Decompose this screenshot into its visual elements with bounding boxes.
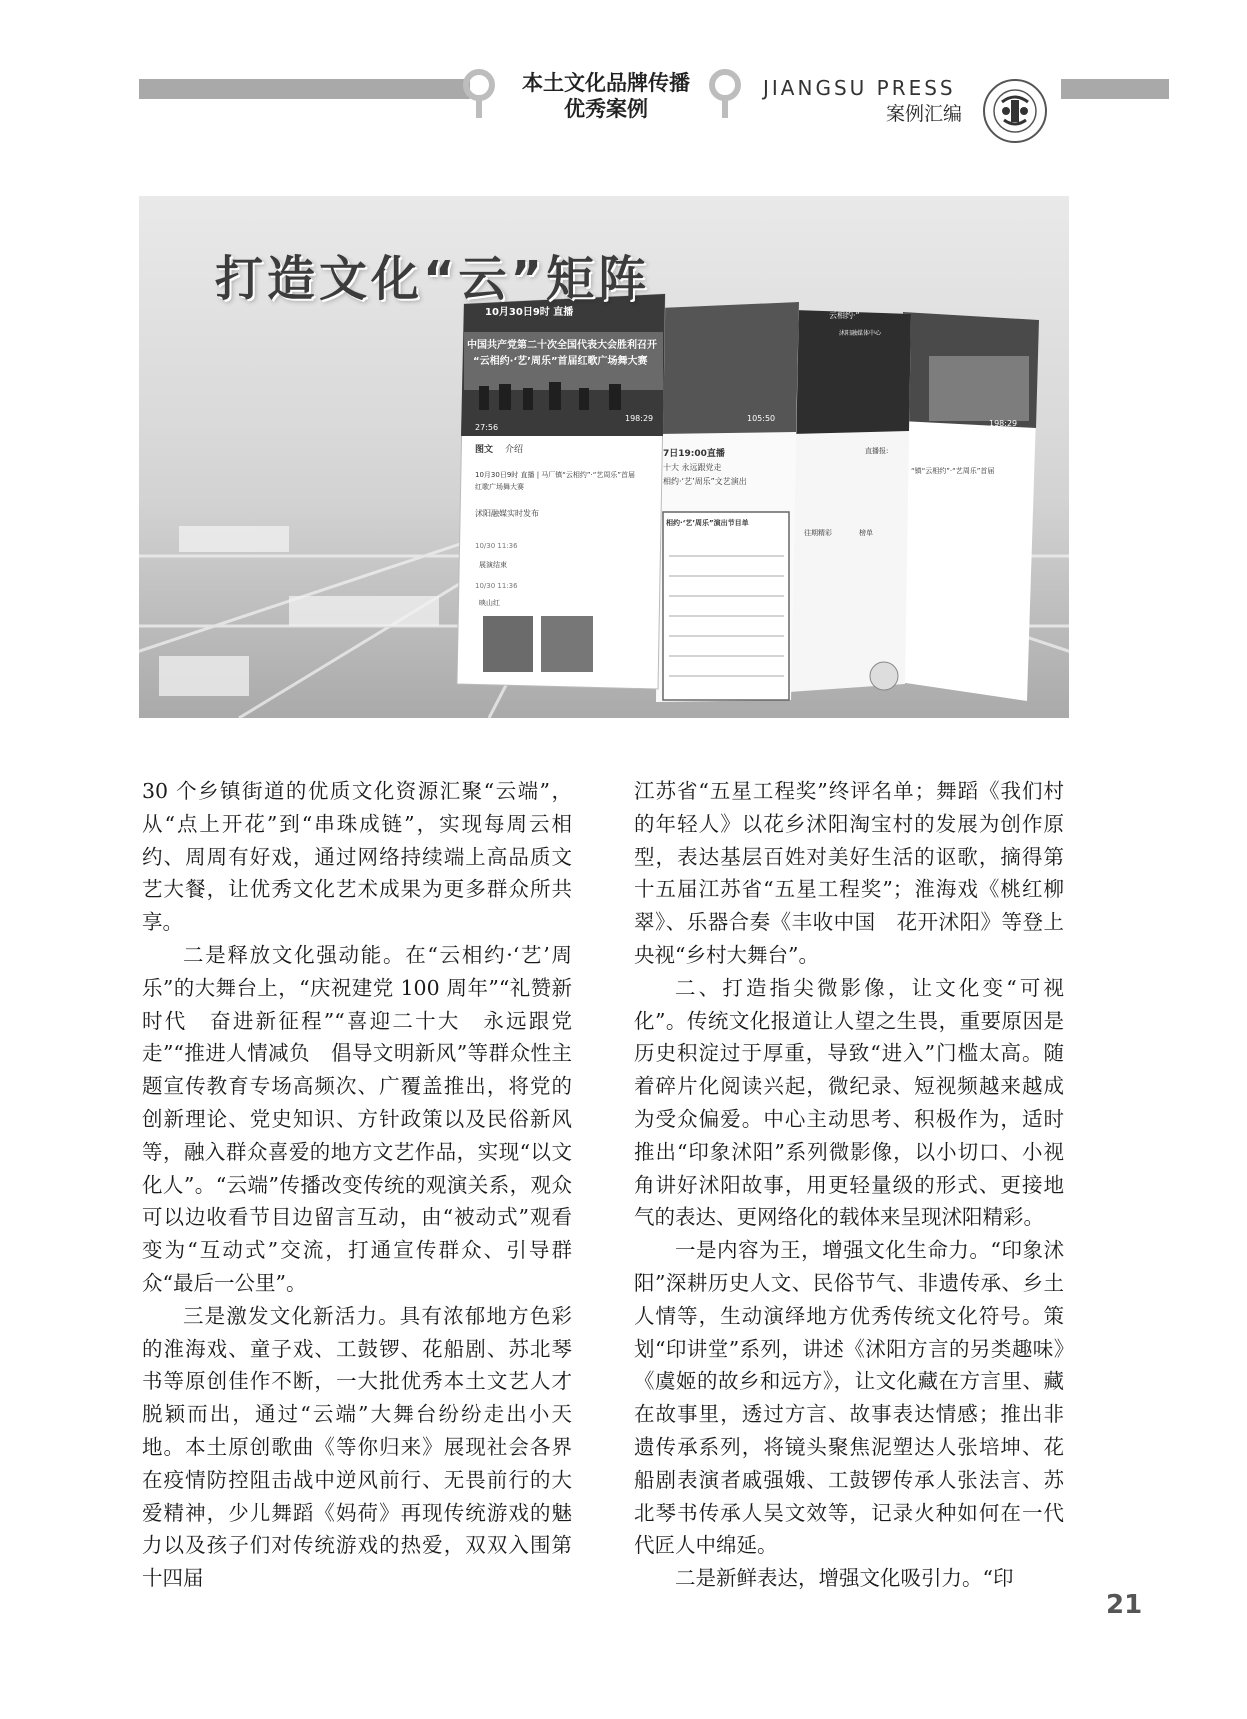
paragraph: 一是内容为王，增强文化生命力。“印象沭阳”深耕历史人文、民俗节气、非遗传承、乡土人情等，生动演绎地方优秀传统文化符号。策划“印讲堂”系列，讲述《沭阳方言的另类趣味》《虞姬的故乡和远方》，让文化藏在方言里、藏在故事里，透过方言、故事表达情感；推出非遗传承系列，将镜头聚焦泥塑达人张培坤、花船剧表演者戚强娥、工鼓锣传承人张法言、苏北琴书传承人吴文效等，记录火种如何在一代代匠人中绵延。 xyxy=(634,1238,1064,1558)
press-name: JIANGSU PRESS xyxy=(763,76,956,100)
header-bar-right xyxy=(1061,79,1169,99)
location-pin-icon xyxy=(708,68,742,120)
phone1-banner-1: 中国共产党第二十次全国代表大会胜利召开 xyxy=(467,340,657,351)
phone1-tab-graphic: 图文 xyxy=(475,445,494,455)
phone1-tab-intro: 介绍 xyxy=(505,445,524,455)
paragraph: 江苏省“五星工程奖”终评名单；舞蹈《我们村的年轻人》以花乡沭阳淘宝村的发展为创作原型，表达基层百姓对美好生活的讴歌，摘得第十五届江苏省“五星工程奖”；淮海戏《桃红柳翠》、乐器合奏《丰收中国 花开沭阳》等登上央视“乡村大舞台”。 xyxy=(634,779,1064,967)
hero-title: 打造文化“云”矩阵 xyxy=(215,251,651,307)
right-column xyxy=(634,775,1064,1595)
phone1-desc-1: 10月30日9时 直播 | 马厂镇“云相约”·“艺周乐”首届 xyxy=(475,471,636,479)
press-seal-logo xyxy=(982,78,1048,144)
phone1-desc-2: 红歌广场舞大赛 xyxy=(475,483,524,491)
phone3-live-report: 直播报: xyxy=(865,447,889,455)
phone1-live-time: 10月30日9时 直播 xyxy=(485,307,574,318)
header-title xyxy=(494,70,718,122)
phone2-live: 7日19:00直播 xyxy=(663,449,725,459)
hero-image xyxy=(139,196,1069,718)
phone1-banner-2: “云相约·‘艺’周乐”首届红歌广场舞大赛 xyxy=(473,356,648,367)
page-number: 21 xyxy=(1106,1590,1143,1620)
press-subtitle: 案例汇编 xyxy=(886,103,963,125)
phone2-program-title: 相约·‘艺’周乐”演出节目单 xyxy=(666,519,749,527)
header-bar-left xyxy=(139,79,470,99)
phone3-center: 沭阳融媒体中心 xyxy=(839,330,882,337)
header-title-line1: 本土文化品牌传播 xyxy=(522,71,690,95)
paragraph: 二是释放文化强动能。在“云相约·‘艺’周乐”的大舞台上，“庆祝建党 100 周年”“礼赞新时代 奋进新征程”“喜迎二十大 永远跟党走”“推进人情减负 倡导文明新风”等群众性主题宣传教育专场高频次、广覆盖推出，将党的创新理论、党史知识、方针政策以及民俗新风等，融入群众喜爱的地方文艺作品，实现“以文化人”。“云端”传播改变传统的观演关系，观众可以边收看节目边留言互动，由“被动式”观看变为“互动式”交流，打通宣传群众、引导群众“最后一公里”。 xyxy=(142,942,572,1295)
phone3-tab-past: 往期精彩 xyxy=(804,529,832,537)
phone1-item-a: 展演结束 xyxy=(479,561,507,569)
phone1-duration: 198:29 xyxy=(625,414,654,423)
phone1-elapsed: 27:56 xyxy=(475,423,499,432)
phone3-tab-ranking: 榜单 xyxy=(859,529,873,537)
phone2-line-1: 十大 永远跟党走 xyxy=(663,463,722,472)
phone3-header: 云相约·“ xyxy=(829,311,860,320)
phone1-time-a: 10/30 11:36 xyxy=(475,542,518,550)
header-title-line2: 优秀案例 xyxy=(564,97,648,121)
phone1-item-b: 映山红 xyxy=(479,599,500,607)
phone2-line-2: 相约·‘艺’周乐”文艺演出 xyxy=(663,477,747,486)
location-pin-icon xyxy=(462,68,496,120)
phone2-duration: 105:50 xyxy=(747,414,776,423)
phone1-publisher: 沭阳融媒实时发布 xyxy=(475,509,539,518)
paragraph: 二、打造指尖微影像，让文化变“可视化”。传统文化报道让人望之生畏，重要原因是历史积淀过于厚重，导致“进入”门槛太高。随着碎片化阅读兴起，微纪录、短视频越来越成为受众偏爱。中心主动思考、积极作为，适时推出“印象沭阳”系列微影像，以小切口、小视角讲好沭阳故事，用更轻量级的形式、更接地气的表达、更网络化的载体来呈现沭阳精彩。 xyxy=(634,975,1064,1230)
phone4-text: “镇“云相约”·“艺周乐”首届 xyxy=(911,467,995,475)
paragraph: 三是激发文化新活力。具有浓郁地方色彩的淮海戏、童子戏、工鼓锣、花船剧、苏北琴书等原创佳作不断，一大批优秀本土文艺人才脱颖而出，通过“云端”大舞台纷纷走出小天地。本土原创歌曲《等你归来》展现社会各界在疫情防控阻击战中逆风前行、无畏前行的大爱精神，少儿舞蹈《妈荷》再现传统游戏的魅力以及孩子们对传统游戏的热爱，双双入围第十四届 xyxy=(142,1303,572,1591)
phone1-time-b: 10/30 11:36 xyxy=(475,582,518,590)
paragraph: 二是新鲜表达，增强文化吸引力。“印 xyxy=(675,1566,1014,1591)
phone4-duration: 198:29 xyxy=(989,419,1018,428)
paragraph: 30 个乡镇街道的优质文化资源汇聚“云端”，从“点上开花”到“串珠成链”，实现每周云相约、周周有好戏，通过网络持续端上高品质文艺大餐，让优秀文化艺术成果为更多群众所共享。 xyxy=(142,779,572,935)
left-column xyxy=(142,775,572,1595)
